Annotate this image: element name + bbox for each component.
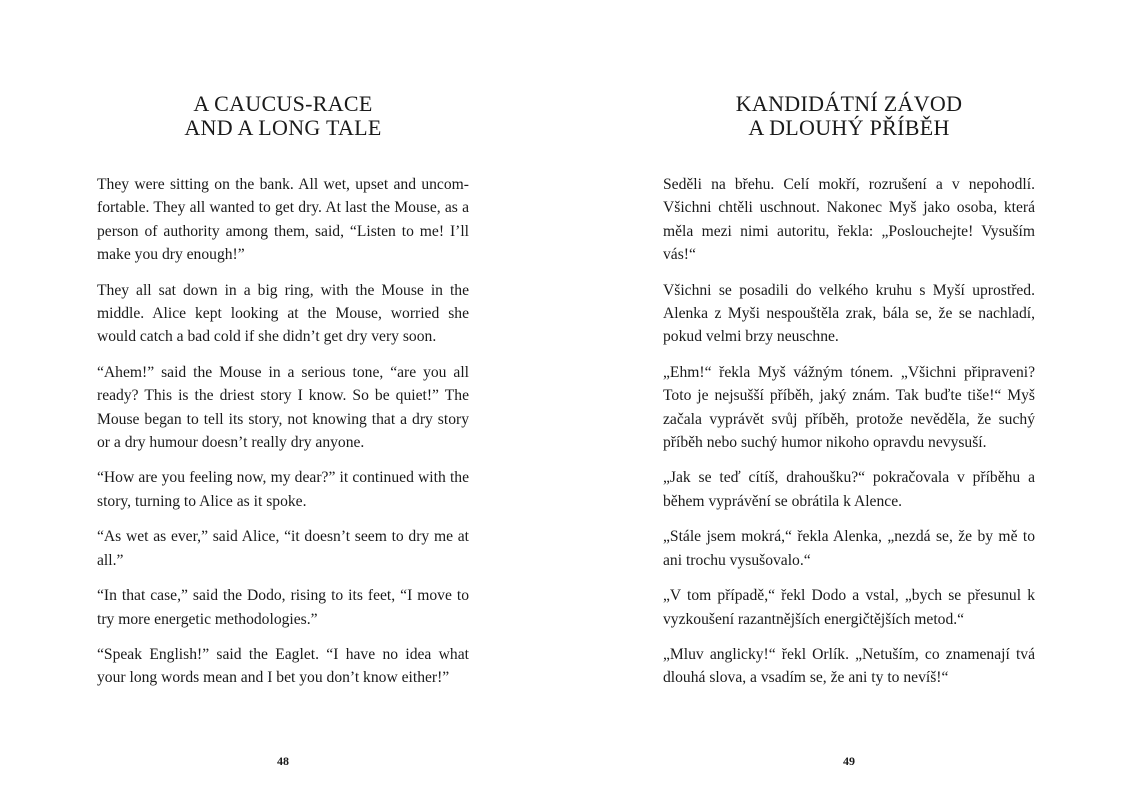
paragraph: Všichni se posadili do velkého kruhu s Myší uprostřed. Alenka z Myši nespouštěla zrak, bála se, že se nachladí, pokud velmi brzy neuschne. <box>663 281 1035 346</box>
body-text-czech <box>663 173 1035 702</box>
title-line: AND A LONG TALE <box>184 115 382 140</box>
paragraph: They all sat down in a big ring, with the Mouse in the middle. Alice kept looking at the Mouse, worried she would catch a bad cold if she didn’t get dry very soon. <box>97 281 469 346</box>
page-number: 49 <box>843 754 855 768</box>
paragraph: “How are you feeling now, my dear?” it continued with the story, turning to Alice as it spoke. <box>97 469 469 510</box>
body-text-english <box>97 173 469 702</box>
paragraph: „Jak se teď cítíš, drahoušku?“ pokračovala v příběhu a během vyprávění se obrátila k Alence. <box>663 469 1035 510</box>
paragraph: Seděli na břehu. Celí mokří, rozrušení a v nepohodlí. Všichni chtěli uschnout. Nakonec Myš jako osoba, která měla mezi nimi autoritu, řekla: „Poslouchejte! Vysuším vás!“ <box>663 176 1035 264</box>
chapter-title-english <box>97 92 469 140</box>
paragraph: „Mluv anglicky!“ řekl Orlík. „Netuším, co znamenají tvá dlouhá slova, a vsadím se, že ani ty to nevíš!“ <box>663 645 1035 687</box>
paragraph: They were sitting on the bank. All wet, upset and uncomfortable. They all wanted to get dry. At last the Mouse, as a person of authority among them, said, “Listen to me! I’ll make you dry enough!” <box>97 176 469 264</box>
title-line: KANDIDÁTNÍ ZÁVOD <box>735 91 963 116</box>
paragraph: “Ahem!” said the Mouse in a serious tone, “are you all ready? This is the driest story I know. So be quiet!” The Mouse began to tell its story, not knowing that a dry story or a dry humour doesn’t really dry anyone. <box>97 363 469 452</box>
title-line: A DLOUHÝ PŘÍBĚH <box>748 115 950 140</box>
title-line: A CAUCUS-RACE <box>193 91 373 116</box>
chapter-title-czech <box>663 92 1035 140</box>
paragraph: “Speak English!” said the Eaglet. “I have no idea what your long words mean and I bet you don’t know either!” <box>97 645 469 687</box>
paragraph: „Ehm!“ řekla Myš vážným tónem. „Všichni připraveni? Toto je nejsušší příběh, jaký znám. Tak buďte tiše!“ Myš začala vyprávět svůj příběh, protože nevěděla, že suchý příběh nebo suchý humor nikoho opravdu nevysuší. <box>663 363 1035 452</box>
paragraph: “In that case,” said the Dodo, rising to its feet, “I move to try more energetic methodologies.” <box>97 587 469 628</box>
page-number: 48 <box>277 754 289 768</box>
paragraph: “As wet as ever,” said Alice, “it doesn’t seem to dry me at all.” <box>97 528 469 569</box>
paragraph: „Stále jsem mokrá,“ řekla Alenka, „nezdá se, že by mě to ani trochu vysušovalo.“ <box>663 528 1035 569</box>
paragraph: „V tom případě,“ řekl Dodo a vstal, „bych se přesunul k vyzkoušení razantnějších energičtějších metod.“ <box>663 587 1035 628</box>
right-page <box>566 0 1132 800</box>
